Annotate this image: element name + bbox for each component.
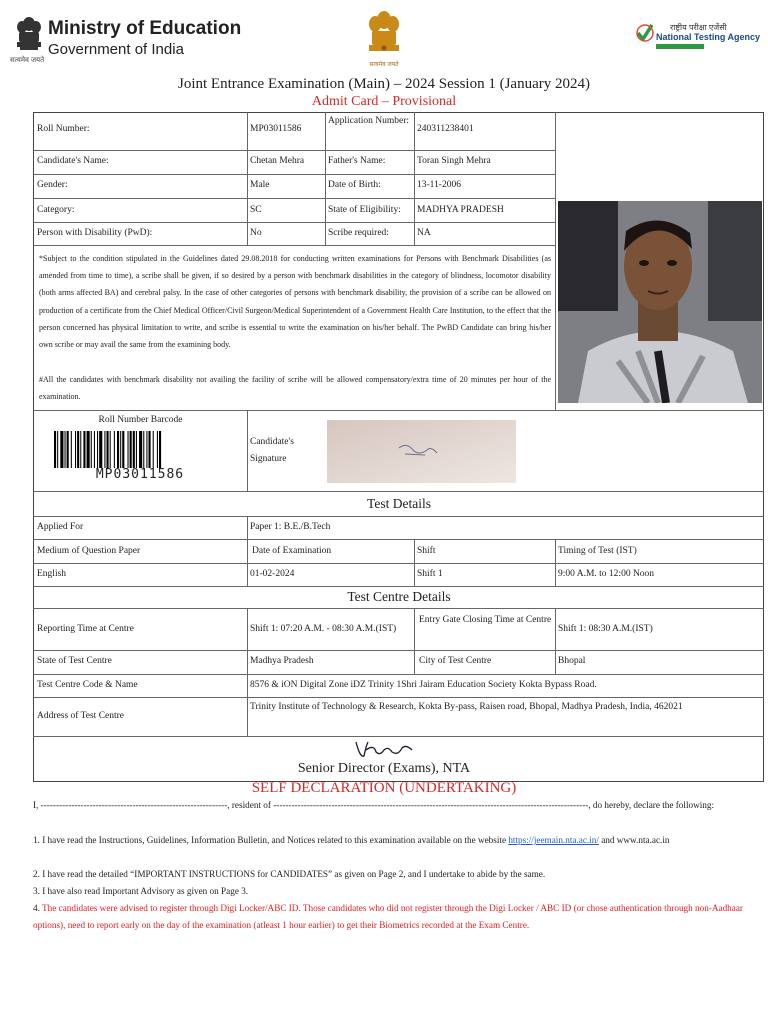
pwd-label: Person with Disability (PwD):: [37, 228, 153, 238]
father-name-value: Toran Singh Mehra: [417, 156, 491, 166]
category-label: Category:: [37, 205, 75, 215]
scribe-value: NA: [417, 228, 431, 238]
nta-hindi-name: राष्ट्रीय परीक्षा एजेंसी: [670, 23, 727, 32]
declaration-item-1: [33, 832, 743, 849]
centre-code-label: Test Centre Code & Name: [37, 680, 138, 690]
barcode-text: MP03011586: [95, 467, 185, 482]
centre-code-value: 8576 & iON Digital Zone iDZ Trinity 1Shri Jairam Education Society Kokta Bypass Road.: [250, 680, 597, 690]
roll-number-barcode: [54, 431, 226, 468]
shift-label: Shift: [417, 546, 436, 556]
timing-value: 9:00 A.M. to 12:00 Noon: [558, 569, 655, 579]
medium-label: Medium of Question Paper: [37, 546, 141, 556]
centre-state-value: Madhya Pradesh: [250, 656, 314, 666]
state-eligibility-label: State of Eligibility:: [328, 205, 401, 215]
nta-tagline-bar: [656, 44, 704, 49]
reporting-time-label: Reporting Time at Centre: [37, 624, 134, 634]
roll-number-label: Roll Number:: [37, 124, 90, 134]
ministry-emblem-icon: [14, 14, 44, 56]
test-details-heading: Test Details: [367, 496, 431, 511]
timing-label: Timing of Test (IST): [558, 546, 637, 556]
dob-label: Date of Birth:: [328, 180, 381, 190]
exam-date-label: Date of Examination: [252, 546, 332, 556]
state-eligibility-value: MADHYA PRADESH: [417, 205, 504, 215]
pwd-extra-time-note: #All the candidates with benchmark disability not availing the facility of scribe will be allowed compensatory/extra time of 20 minutes per hour of the examination.: [39, 375, 551, 402]
declaration-item-2: 2. I have read the detailed “IMPORTANT INSTRUCTIONS for CANDIDATES” as given on Page 2, and I undertake to abide by the same.: [33, 869, 546, 879]
roll-number-value: MP03011586: [250, 124, 302, 134]
centre-address-label: Address of Test Centre: [37, 711, 125, 721]
ministry-title: Ministry of Education: [48, 18, 242, 39]
shift-value: Shift 1: [417, 569, 443, 579]
test-centre-heading: Test Centre Details: [347, 589, 451, 604]
exam-title: Joint Entrance Examination (Main) – 2024 Session 1 (January 2024): [177, 76, 590, 92]
nta-logo-icon: [636, 22, 654, 44]
application-number-label: Application Number:: [328, 116, 409, 126]
declaration-item-4: [33, 900, 743, 935]
gate-closing-label: Entry Gate Closing Time at Centre: [419, 615, 552, 625]
self-declaration-heading: SELF DECLARATION (UNDERTAKING): [251, 780, 517, 796]
declaration-item-1-text: 1. I have read the Instructions, Guidelines, Information Bulletin, and Notices related to this examination available on the website: [33, 835, 509, 845]
centre-city-value: Bhopal: [558, 656, 586, 666]
pwd-value: No: [250, 228, 262, 238]
ministry-motto: सत्यमेव जयते: [10, 57, 45, 64]
signature-label: Candidate's Signature: [250, 437, 294, 464]
nta-name: National Testing Agency: [656, 32, 761, 42]
candidate-name-value: Chetan Mehra: [250, 156, 305, 166]
applied-for-value: Paper 1: B.E./B.Tech: [250, 522, 331, 532]
centre-city-label: City of Test Centre: [419, 656, 492, 666]
director-designation: Senior Director (Exams), NTA: [297, 761, 471, 776]
reporting-time-value: Shift 1: 07:20 A.M. - 08:30 A.M.(IST): [250, 624, 397, 634]
declaration-item-4-text: The candidates were advised to register through Digi Locker/ABC ID. Those candidates who did not register through the Digi Locker / ABC ID (or chose authentication through non-Aadhaar options), need to report early on the day of the examination (atleast 1 hour earlier) to get their Biometrics recorded at the Exam Centre.: [33, 903, 743, 931]
dob-value: 13-11-2006: [417, 180, 461, 190]
declaration-item-1-tail: and www.nta.ac.in: [598, 835, 670, 845]
father-name-label: Father's Name:: [328, 156, 386, 166]
declaration-item-3: 3. I have also read Important Advisory as given on Page 3.: [33, 886, 249, 896]
national-emblem-icon: [366, 8, 402, 66]
declaration-intro: I, -------------------------------------------------------------, resident of -------------------------------------------------------------------------------------------------------, do hereby, declare the following:: [33, 800, 715, 810]
candidate-signature: [327, 420, 516, 483]
centre-address-value: Trinity Institute of Technology & Research, Kokta By-pass, Raisen road, Bhopal, Madhya Pradesh, India, 462021: [250, 702, 683, 712]
gate-closing-value: Shift 1: 08:30 A.M.(IST): [558, 624, 653, 634]
application-number-value: 240311238401: [417, 124, 474, 134]
gender-value: Male: [250, 180, 270, 190]
category-value: SC: [250, 205, 262, 215]
gender-label: Gender:: [37, 180, 68, 190]
jeemain-website-link[interactable]: https://jeemain.nta.ac.in/: [508, 835, 599, 845]
centre-state-label: State of Test Centre: [37, 656, 112, 666]
director-signature: [352, 738, 416, 762]
applied-for-label: Applied For: [37, 522, 84, 532]
barcode-label: Roll Number Barcode: [98, 415, 183, 425]
ministry-subtitle: Government of India: [48, 41, 184, 58]
declaration-item-4-number: 4.: [33, 903, 43, 913]
medium-value: English: [37, 569, 67, 579]
candidate-name-label: Candidate's Name:: [37, 156, 109, 166]
admit-card-title: Admit Card – Provisional: [311, 94, 457, 109]
scribe-label: Scribe required:: [328, 228, 389, 238]
emblem-caption: सत्यमेव जयते: [369, 62, 399, 68]
candidate-photo: [558, 201, 762, 403]
exam-date-value: 01-02-2024: [250, 569, 295, 579]
pwd-scribe-note: *Subject to the condition stipulated in the Guidelines dated 29.08.2018 for conducting written examinations for Persons with Benchmark Disabilities (as amended from time to time), a scribe shall be given, if so desired by a person with benchmark disabilities in the category of blindness, locomotor disability (both arms affected BA) and cerebral palsy. In the case of other categories of persons with benchmark disability, the provision of a scribe can be allowed on production of a certificate from the Chief Medical Officer/Civil Surgeon/Medical Superintendent of a Government Health Care Institution, to the effect that the person concerned has physical limitation to write, and scribe is essential to write the examination on his/her behalf. The PwBD Candidate can bring his/her own scribe or may avail the same from the examining body.: [39, 254, 551, 350]
